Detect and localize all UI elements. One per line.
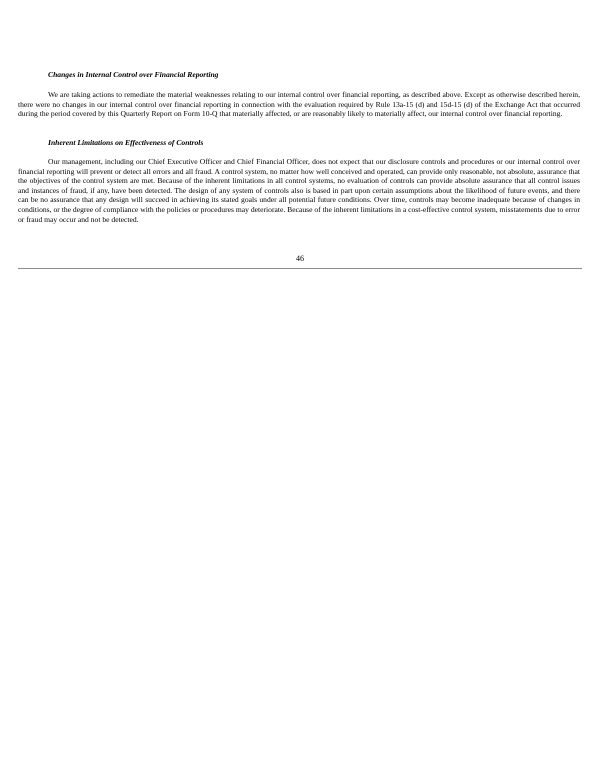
section-heading-changes-in-internal-control: Changes in Internal Control over Financial Reporting <box>48 70 219 79</box>
section-paragraph-changes-in-internal-control: We are taking actions to remediate the material weaknesses relating to our internal control over financial reporting, as described above. Except as otherwise described herein, there were no changes in our internal control over financial reporting in connection with the evaluation required by Rule 13a-15 (d) and 15d-15 (d) of the Exchange Act that occurred during the period covered by this Quarterly Report on Form 10-Q that materially affected, or are reasonably likely to materially affect, our internal control over financial reporting. <box>18 90 580 119</box>
page-number: 46 <box>296 254 304 263</box>
section-heading-inherent-limitations: Inherent Limitations on Effectiveness of Controls <box>48 138 204 147</box>
section-paragraph-inherent-limitations: Our management, including our Chief Executive Officer and Chief Financial Officer, does not expect that our disclosure controls and procedures or our internal control over financial reporting will prevent or detect all errors and all fraud. A control system, no matter how well conceived and operated, can provide only reasonable, not absolute, assurance that the objectives of the control system are met. Because of the inherent limitations in all control systems, no evaluation of controls can provide absolute assurance that all control issues and instances of fraud, if any, have been detected. The design of any system of controls also is based in part upon certain assumptions about the likelihood of future events, and there can be no assurance that any design will succeed in achieving its stated goals under all potential future conditions. Over time, controls may become inadequate because of changes in conditions, or the degree of compliance with the policies or procedures may deteriorate. Because of the inherent limitations in a cost-effective control system, misstatements due to error or fraud may occur and not be detected. <box>18 157 580 224</box>
page-divider <box>18 268 582 269</box>
